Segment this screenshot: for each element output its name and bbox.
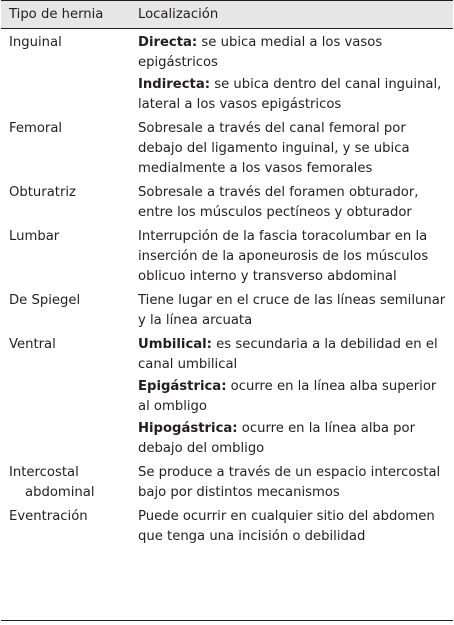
localizacion-cell — [138, 183, 453, 223]
entry-text: ocurre en la línea alba superior al ombligo — [138, 379, 437, 414]
entry-text: se ubica dentro del canal inguinal, lateral a los vasos epigástricos — [138, 77, 442, 112]
entry-text: Sobresale a través del foramen obturador, entre los músculos pectíneos y obturador — [138, 185, 419, 220]
entry — [138, 419, 449, 459]
bottom-rule — [1, 620, 453, 621]
entry-term: Epigástrica: — [138, 379, 227, 394]
entry-term: Hipogástrica: — [138, 421, 238, 436]
entry — [138, 377, 449, 417]
tipo-cell — [1, 463, 138, 503]
tipo-cell: Lumbar — [9, 229, 60, 244]
entry — [138, 335, 449, 375]
tipo-cell: Obturatriz — [9, 185, 76, 200]
table-row — [1, 291, 453, 331]
entry-term: Umbilical: — [138, 337, 212, 352]
tipo-cell: Femoral — [9, 121, 63, 136]
entry-text: ocurre en la línea alba por debajo del ombligo — [138, 421, 415, 456]
entry — [138, 75, 449, 115]
tipo-cell: De Spiegel — [9, 293, 81, 308]
header-localizacion: Localización — [138, 6, 219, 22]
table-row — [1, 227, 453, 287]
table-row — [1, 335, 453, 459]
tipo-cell: Eventración — [9, 509, 88, 524]
table-row — [1, 183, 453, 223]
header-tipo: Tipo de hernia — [9, 6, 104, 22]
localizacion-cell — [138, 507, 453, 547]
entry-text: es secundaria a la debilidad en el canal umbilical — [138, 337, 438, 372]
entry — [138, 33, 449, 73]
hernia-table — [1, 0, 453, 547]
tipo-cell: Inguinal — [9, 35, 62, 50]
localizacion-cell — [138, 227, 453, 287]
tipo-line-2: abdominal — [25, 485, 95, 500]
table-row — [1, 507, 453, 547]
tipo-cell: Ventral — [9, 337, 56, 352]
entry-text: Sobresale a través del canal femoral por debajo del ligamento inguinal, y se ubica medialmente a los vasos femorales — [138, 121, 410, 176]
entry-text: Se produce a través de un espacio intercostal bajo por distintos mecanismos — [138, 465, 441, 500]
entry-text: Tiene lugar en el cruce de las líneas semilunar y la línea arcuata — [138, 293, 446, 328]
localizacion-cell — [138, 463, 453, 503]
entry-text: Puede ocurrir en cualquier sitio del abdomen que tenga una incisión o debilidad — [138, 509, 435, 544]
localizacion-cell — [138, 119, 453, 179]
tipo-line-1: Intercostal — [9, 465, 79, 480]
table-row — [1, 463, 453, 503]
table-body — [1, 29, 453, 547]
table-row — [1, 33, 453, 115]
localizacion-cell — [138, 291, 453, 331]
entry-term: Indirecta: — [138, 77, 210, 92]
table-header — [1, 0, 453, 29]
entry-text: se ubica medial a los vasos epigástricos — [138, 35, 383, 70]
entry-term: Directa: — [138, 35, 198, 50]
localizacion-cell — [138, 335, 453, 459]
entry-text: Interrupción de la fascia toracolumbar en la inserción de la aponeurosis de los músculos oblicuo interno y transverso abdominal — [138, 229, 429, 284]
table-row — [1, 119, 453, 179]
localizacion-cell — [138, 33, 453, 115]
